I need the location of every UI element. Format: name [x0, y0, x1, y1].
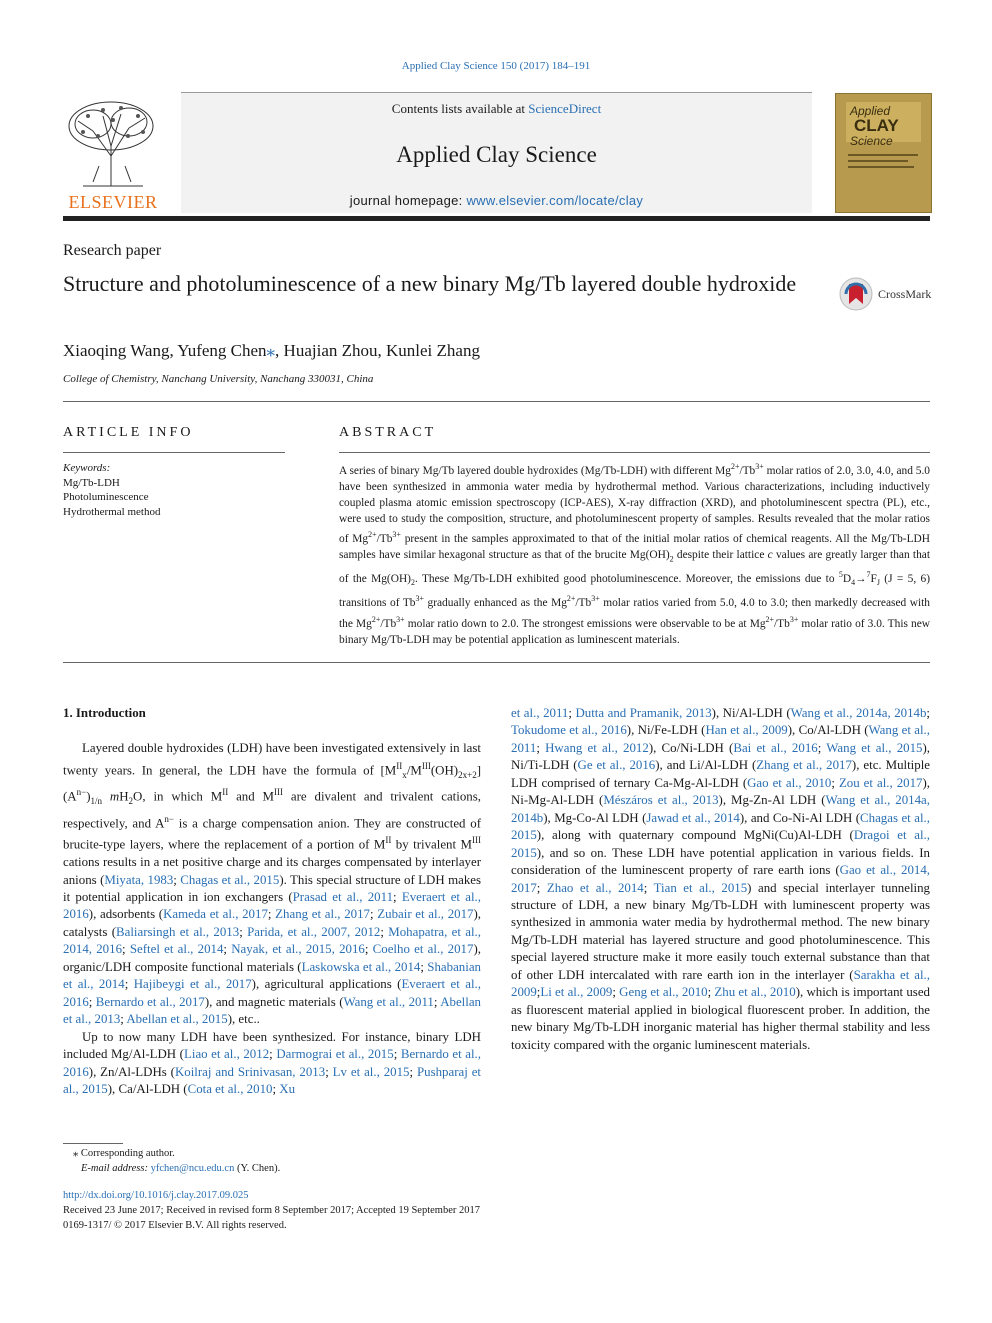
email-note: E-mail address: yfchen@ncu.edu.cn (Y. Chen).	[81, 1163, 281, 1174]
section-heading: 1. Introduction	[63, 706, 146, 720]
crossmark-badge[interactable]: CrossMark	[838, 276, 938, 312]
footnotes	[63, 1146, 280, 1176]
journal-cover[interactable]	[835, 93, 932, 213]
keyword: Photoluminescence	[63, 491, 149, 503]
body-column-right	[511, 705, 930, 1054]
abstract-rule	[339, 452, 930, 453]
divider	[63, 401, 930, 402]
footnote-rule	[63, 1143, 123, 1144]
doi-link[interactable]: http://dx.doi.org/10.1016/j.clay.2017.09.025	[63, 1190, 249, 1201]
cover-word-applied: Applied	[850, 104, 891, 118]
elsevier-logo	[63, 96, 163, 214]
cover-word-science: Science	[850, 134, 893, 148]
publication-info	[63, 1188, 480, 1233]
abstract-heading: ABSTRACT	[339, 425, 437, 440]
paragraph: Up to now many LDH have been synthesized. For instance, binary LDH included Mg/Al-LDH (Liao et al., 2012; Darmograi et al., 2015; Bernardo et al., 2016), Zn/Al-LDHs (Koilraj and Srinivasan, 2013; Lv et al., 2015; Pushparaj et al., 2015), Ca/Al-LDH (Cota et al., 2010; Xu	[63, 1029, 482, 1096]
keywords-block	[63, 461, 160, 519]
body-column-left	[63, 705, 481, 1098]
copyright: 0169-1317/ © 2017 Elsevier B.V. All rights reserved.	[63, 1220, 287, 1231]
paragraph: Layered double hydroxides (LDH) have been investigated extensively in last twenty years. In general, the LDH have the formula of $[M^{II}_x/M^{III}(OH)_{2x+2}](A^{n-})_{1/n}$ $mH_2O$, in which $M^{II}$ and $M^{III}$ are divalent and trivalent cations, respectively, and $A^{n-}$ is a charge compensation anion. They are constructed of brucite-type layers, where the replacement of a portion of $M^{II}$ by trivalent $M^{III}$ cations results in a net positive charge and its charges compensated by interlayer anions (Miyata, 1983; Chagas et al., 2015). This special structure of LDH makes it potential application in ion exchangers (Prasad et al., 2011; Everaert et al., 2016), adsorbents (Kameda et al., 2017; Zhang et al., 2017; Zubair et al., 2017), catalysts (Baliarsingh et al., 2013; Parida, et al., 2007, 2012; Mohapatra, et al., 2014, 2016; Seftel et al., 2014; Nayak, et al., 2015, 2016; Coelho et al., 2017), organic/LDH composite functional materials (Laskowska et al., 2014; Shabanian et al., 2014; Hajibeygi et al., 2017), agricultural applications (Everaert et al., 2016; Bernardo et al., 2017), and magnetic materials (Wang et al., 2011; Abellan et al., 2013; Abellan et al., 2015), etc..	[63, 741, 482, 1027]
abstract-text: A series of binary Mg/Tb layered double hydroxides (Mg/Tb-LDH) with different $Mg^{2+}/Tb^{3+}$ molar ratios of 2.0, 3.0, 4.0, and 5.0 have been synthesized in ammonia water media by hydrothermal method. Various characterizations, including inductively coupled plasma atomic emission spectroscopy (ICP-AES), X-ray diffraction (XRD), and photoluminescent spectra (PL), etc., were used to study the composition, structure, and photoluminescent property of samples. Results revealed that the molar ratios of $Mg^{2+}/Tb^{3+}$ present in the samples approximated to that of the initial molar ratios of chemical reagents. All the Mg/Tb-LDH samples have similar hexagonal structure as that of the brucite $Mg(OH)_2$ despite their lattice c values are greatly larger than that of the $Mg(OH)_2$. These Mg/Tb-LDH exhibited good photoluminescence. Moreover, the emissions due to $^5D_4\to^7F_J$ (J = 5, 6) transitions of $Tb^{3+}$ gradually enhanced as the $Mg^{2+}/Tb^{3+}$ molar ratios varied from 5.0, 4.0 to 3.0; then markedly decreased with the $Mg^{2+}/Tb^{3+}$ molar ratio down to 2.0. The strongest emissions were observable to be at $Mg^{2+}/Tb^{3+}$ molar ratio of 3.0. This new binary Mg/Tb-LDH may be potential application as luminescent materials.	[339, 462, 931, 646]
homepage-link[interactable]: www.elsevier.com/locate/clay	[466, 193, 644, 208]
article-info-heading: ARTICLE INFO	[63, 425, 194, 440]
publisher-name: ELSEVIER	[68, 192, 158, 212]
affiliation: College of Chemistry, Nanchang University, Nanchang 330031, China	[63, 373, 374, 385]
keyword: Mg/Tb-LDH	[63, 476, 120, 489]
email-link[interactable]: yfchen@ncu.edu.cn	[150, 1163, 235, 1174]
journal-title: Applied Clay Science	[396, 142, 597, 167]
paragraph: et al., 2011; Dutta and Pramanik, 2013), Ni/Al-LDH (Wang et al., 2014a, 2014b; Tokudome et al., 2016), Ni/Fe-LDH (Han et al., 2009), Co/Al-LDH (Wang et al., 2011; Hwang et al., 2012), Co/Ni-LDH (Bai et al., 2016; Wang et al., 2015), Ni/Ti-LDH (Ge et al., 2016), and Li/Al-LDH (Zhang et al., 2017), etc. Multiple LDH comprised of ternary Ca-Mg-Al-LDH (Gao et al., 2010; Zou et al., 2017), Ni-Mg-Al-LDH (Mészáros et al., 2013), Mg-Zn-Al LDH (Wang et al., 2014a, 2014b), Mg-Co-Al LDH (Jawad et al., 2014), and Co-Ni-Al LDH (Chagas et al., 2015), along with quaternary compound MgNi(Cu)Al-LDH (Dragoi et al., 2015), and so on. These LDH have potential application in various fields. In consideration of the luminescent property of rare earth ions (Gao et al., 2014, 2017; Zhao et al., 2014; Tian et al., 2015) and special interlayer tunneling structure of LDH, a new binary Mg/Tb-LDH with luminescent property was synthesized in ammonia water media by hydrothermal method. The new binary Mg/Tb-LDH material has layered structure and good photoluminescence. This special layered structure make it more easily touch external substance than that of other LDH intercalated with rare earth ion in the interlayer (Sarakha et al., 2009;Li et al., 2009; Geng et al., 2010; Zhu et al., 2010), which is important used as fluorescent material applied in biological fluorescent prober. In addition, the new binary Mg/Tb-LDH inorganic material has higher thermal stability and less toxicity compared with the organic luminescent materials.	[511, 706, 931, 1052]
received-dates: Received 23 June 2017; Received in revised form 8 September 2017; Accepted 19 September 2017	[63, 1205, 480, 1216]
sciencedirect-link[interactable]: ScienceDirect	[528, 101, 602, 116]
corresponding-mark-link[interactable]: ⁎	[266, 341, 276, 360]
contents-line: Contents lists available at ScienceDirect	[391, 101, 602, 116]
authors: Xiaoqing Wang, Yufeng Chen⁎, Huajian Zhou, Kunlei Zhang	[63, 341, 480, 360]
header-bottom-rule	[63, 216, 930, 221]
article-info-rule	[63, 452, 285, 453]
cover-word-clay: CLAY	[854, 116, 899, 135]
crossmark-icon	[838, 276, 874, 312]
keywords-label: Keywords:	[63, 462, 111, 474]
journal-homepage: journal homepage: www.elsevier.com/locate/clay	[349, 193, 644, 208]
corresponding-author-note: ⁎ Corresponding author.	[73, 1148, 175, 1159]
keyword: Hydrothermal method	[63, 505, 161, 518]
divider	[63, 662, 930, 663]
article-title: Structure and photoluminescence of a new binary Mg/Tb layered double hydroxide	[63, 271, 797, 296]
journal-reference[interactable]: Applied Clay Science 150 (2017) 184–191	[401, 60, 591, 72]
article-type: Research paper	[63, 242, 162, 259]
